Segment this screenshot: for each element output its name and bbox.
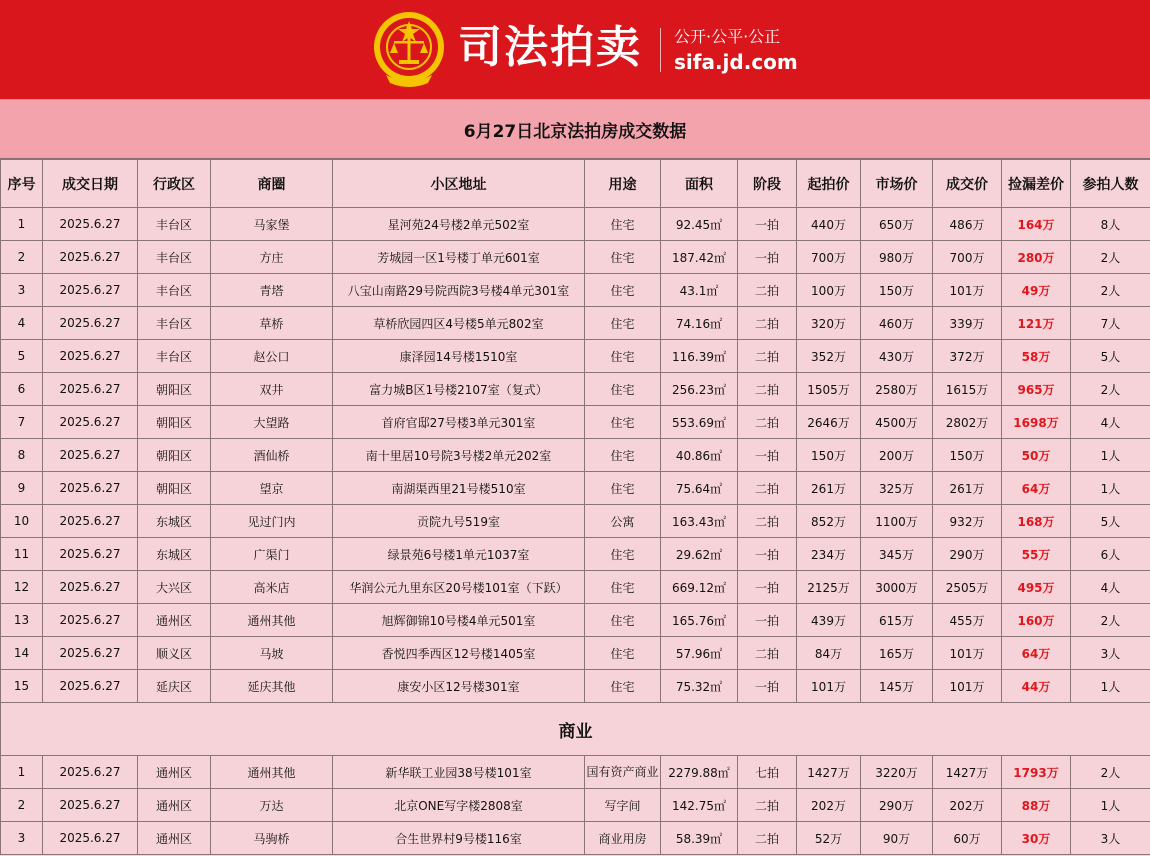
cell-address: 香悦四季西区12号楼1405室 — [333, 637, 585, 670]
cell-size: 75.32㎡ — [661, 670, 738, 703]
cell-market-price: 430万 — [861, 340, 933, 373]
cell-start-price: 202万 — [797, 789, 861, 822]
table-row — [1, 670, 1150, 703]
cell-area: 酒仙桥 — [211, 439, 333, 472]
cell-address: 北京ONE写字楼2808室 — [333, 789, 585, 822]
cell-size: 669.12㎡ — [661, 571, 738, 604]
cell-stage: 一拍 — [738, 670, 797, 703]
cell-stage: 二拍 — [738, 637, 797, 670]
cell-index: 7 — [1, 406, 43, 439]
cell-start-price: 100万 — [797, 274, 861, 307]
cell-date: 2025.6.27 — [43, 472, 138, 505]
site-domain-link[interactable]: sifa.jd.com — [674, 50, 798, 74]
cell-date: 2025.6.27 — [43, 307, 138, 340]
header-divider — [660, 28, 661, 72]
cell-bidders: 1人 — [1071, 472, 1150, 505]
cell-address: 南十里居10号院3号楼2单元202室 — [333, 439, 585, 472]
column-header-district: 行政区 — [138, 160, 211, 208]
cell-area: 方庄 — [211, 241, 333, 274]
cell-start-price: 1505万 — [797, 373, 861, 406]
cell-area: 通州其他 — [211, 604, 333, 637]
cell-start-price: 2646万 — [797, 406, 861, 439]
table-row — [1, 756, 1150, 789]
cell-usage: 住宅 — [585, 274, 661, 307]
cell-start-price: 352万 — [797, 340, 861, 373]
cell-start-price: 52万 — [797, 822, 861, 855]
cell-address: 南湖渠西里21号楼510室 — [333, 472, 585, 505]
table-row — [1, 208, 1150, 241]
cell-district: 通州区 — [138, 822, 211, 855]
cell-size: 256.23㎡ — [661, 373, 738, 406]
cell-size: 142.75㎡ — [661, 789, 738, 822]
cell-stage: 二拍 — [738, 505, 797, 538]
cell-index: 8 — [1, 439, 43, 472]
cell-bidders: 2人 — [1071, 373, 1150, 406]
cell-district: 东城区 — [138, 538, 211, 571]
cell-district: 通州区 — [138, 789, 211, 822]
table-row — [1, 604, 1150, 637]
brand-title: 司法拍卖 — [458, 22, 642, 73]
cell-date: 2025.6.27 — [43, 274, 138, 307]
cell-area: 高米店 — [211, 571, 333, 604]
cell-address: 八宝山南路29号院西院3号楼4单元301室 — [333, 274, 585, 307]
cell-start-price: 261万 — [797, 472, 861, 505]
cell-index: 11 — [1, 538, 43, 571]
cell-index: 14 — [1, 637, 43, 670]
cell-area: 大望路 — [211, 406, 333, 439]
column-header-start-price: 起拍价 — [797, 160, 861, 208]
cell-usage: 住宅 — [585, 307, 661, 340]
cell-discount: 64万 — [1002, 637, 1071, 670]
cell-deal-price: 486万 — [933, 208, 1002, 241]
cell-stage: 一拍 — [738, 604, 797, 637]
cell-stage: 二拍 — [738, 822, 797, 855]
cell-discount: 1698万 — [1002, 406, 1071, 439]
cell-market-price: 290万 — [861, 789, 933, 822]
column-header-discount: 捡漏差价 — [1002, 160, 1071, 208]
cell-address: 旭辉御锦10号楼4单元501室 — [333, 604, 585, 637]
cell-address: 绿景苑6号楼1单元1037室 — [333, 538, 585, 571]
cell-index: 10 — [1, 505, 43, 538]
cell-bidders: 2人 — [1071, 241, 1150, 274]
cell-usage: 住宅 — [585, 208, 661, 241]
cell-discount: 280万 — [1002, 241, 1071, 274]
cell-date: 2025.6.27 — [43, 505, 138, 538]
cell-discount: 965万 — [1002, 373, 1071, 406]
cell-discount: 58万 — [1002, 340, 1071, 373]
cell-usage: 住宅 — [585, 670, 661, 703]
cell-start-price: 439万 — [797, 604, 861, 637]
cell-area: 延庆其他 — [211, 670, 333, 703]
table-row — [1, 571, 1150, 604]
cell-market-price: 150万 — [861, 274, 933, 307]
cell-deal-price: 290万 — [933, 538, 1002, 571]
cell-deal-price: 202万 — [933, 789, 1002, 822]
cell-start-price: 440万 — [797, 208, 861, 241]
cell-start-price: 852万 — [797, 505, 861, 538]
cell-usage: 住宅 — [585, 472, 661, 505]
cell-bidders: 8人 — [1071, 208, 1150, 241]
cell-deal-price: 101万 — [933, 637, 1002, 670]
cell-start-price: 150万 — [797, 439, 861, 472]
cell-district: 通州区 — [138, 756, 211, 789]
cell-bidders: 4人 — [1071, 571, 1150, 604]
cell-district: 大兴区 — [138, 571, 211, 604]
cell-address: 康安小区12号楼301室 — [333, 670, 585, 703]
cell-discount: 121万 — [1002, 307, 1071, 340]
cell-market-price: 2580万 — [861, 373, 933, 406]
cell-size: 43.1㎡ — [661, 274, 738, 307]
cell-address: 芳城园一区1号楼丁单元601室 — [333, 241, 585, 274]
cell-address: 首府官邸27号楼3单元301室 — [333, 406, 585, 439]
cell-stage: 一拍 — [738, 241, 797, 274]
cell-deal-price: 60万 — [933, 822, 1002, 855]
column-header-address: 小区地址 — [333, 160, 585, 208]
cell-bidders: 1人 — [1071, 789, 1150, 822]
cell-start-price: 101万 — [797, 670, 861, 703]
cell-size: 40.86㎡ — [661, 439, 738, 472]
cell-size: 2279.88㎡ — [661, 756, 738, 789]
cell-market-price: 4500万 — [861, 406, 933, 439]
cell-usage: 写字间 — [585, 789, 661, 822]
table-row — [1, 307, 1150, 340]
cell-index: 4 — [1, 307, 43, 340]
column-header-deal-price: 成交价 — [933, 160, 1002, 208]
cell-usage: 住宅 — [585, 637, 661, 670]
cell-usage: 国有资产商业 — [585, 756, 661, 789]
court-emblem-icon — [372, 9, 446, 89]
cell-deal-price: 339万 — [933, 307, 1002, 340]
brand-slogan: 公开·公平·公正 — [674, 27, 781, 46]
cell-bidders: 2人 — [1071, 274, 1150, 307]
cell-index: 15 — [1, 670, 43, 703]
cell-market-price: 650万 — [861, 208, 933, 241]
table-row — [1, 340, 1150, 373]
cell-discount: 88万 — [1002, 789, 1071, 822]
table-row — [1, 241, 1150, 274]
column-header-usage: 用途 — [585, 160, 661, 208]
cell-district: 丰台区 — [138, 208, 211, 241]
column-header-size: 面积 — [661, 160, 738, 208]
cell-bidders: 3人 — [1071, 822, 1150, 855]
cell-index: 5 — [1, 340, 43, 373]
cell-deal-price: 150万 — [933, 439, 1002, 472]
cell-district: 通州区 — [138, 604, 211, 637]
column-header-stage: 阶段 — [738, 160, 797, 208]
cell-index: 9 — [1, 472, 43, 505]
cell-deal-price: 1427万 — [933, 756, 1002, 789]
cell-index: 3 — [1, 822, 43, 855]
cell-usage: 住宅 — [585, 538, 661, 571]
cell-market-price: 345万 — [861, 538, 933, 571]
cell-start-price: 2125万 — [797, 571, 861, 604]
cell-market-price: 165万 — [861, 637, 933, 670]
cell-usage: 商业用房 — [585, 822, 661, 855]
cell-discount: 164万 — [1002, 208, 1071, 241]
cell-area: 万达 — [211, 789, 333, 822]
cell-district: 丰台区 — [138, 241, 211, 274]
table-row — [1, 439, 1150, 472]
cell-usage: 住宅 — [585, 373, 661, 406]
column-header-index: 序号 — [1, 160, 43, 208]
cell-size: 29.62㎡ — [661, 538, 738, 571]
cell-index: 3 — [1, 274, 43, 307]
cell-bidders: 2人 — [1071, 756, 1150, 789]
cell-discount: 160万 — [1002, 604, 1071, 637]
page-title: 6月27日北京法拍房成交数据 — [0, 99, 1150, 159]
cell-date: 2025.6.27 — [43, 637, 138, 670]
cell-district: 丰台区 — [138, 307, 211, 340]
cell-date: 2025.6.27 — [43, 439, 138, 472]
table-row — [1, 637, 1150, 670]
column-header-bidders: 参拍人数 — [1071, 160, 1150, 208]
cell-usage: 公寓 — [585, 505, 661, 538]
cell-market-price: 3220万 — [861, 756, 933, 789]
cell-address: 合生世界村9号楼116室 — [333, 822, 585, 855]
cell-date: 2025.6.27 — [43, 373, 138, 406]
cell-size: 75.64㎡ — [661, 472, 738, 505]
cell-area: 马坡 — [211, 637, 333, 670]
cell-address: 贡院九号519室 — [333, 505, 585, 538]
cell-bidders: 5人 — [1071, 340, 1150, 373]
cell-size: 58.39㎡ — [661, 822, 738, 855]
cell-index: 12 — [1, 571, 43, 604]
column-header-date: 成交日期 — [43, 160, 138, 208]
cell-deal-price: 101万 — [933, 670, 1002, 703]
cell-usage: 住宅 — [585, 241, 661, 274]
cell-discount: 55万 — [1002, 538, 1071, 571]
cell-size: 553.69㎡ — [661, 406, 738, 439]
cell-area: 通州其他 — [211, 756, 333, 789]
cell-start-price: 700万 — [797, 241, 861, 274]
cell-bidders: 3人 — [1071, 637, 1150, 670]
cell-district: 东城区 — [138, 505, 211, 538]
cell-deal-price: 700万 — [933, 241, 1002, 274]
cell-date: 2025.6.27 — [43, 604, 138, 637]
cell-market-price: 325万 — [861, 472, 933, 505]
section-row-commercial — [1, 703, 1150, 756]
cell-date: 2025.6.27 — [43, 756, 138, 789]
cell-market-price: 90万 — [861, 822, 933, 855]
cell-area: 望京 — [211, 472, 333, 505]
cell-date: 2025.6.27 — [43, 670, 138, 703]
auction-table — [0, 159, 1150, 855]
cell-area: 广渠门 — [211, 538, 333, 571]
cell-stage: 二拍 — [738, 307, 797, 340]
cell-district: 顺义区 — [138, 637, 211, 670]
cell-discount: 50万 — [1002, 439, 1071, 472]
cell-date: 2025.6.27 — [43, 340, 138, 373]
cell-date: 2025.6.27 — [43, 241, 138, 274]
cell-size: 57.96㎡ — [661, 637, 738, 670]
cell-discount: 1793万 — [1002, 756, 1071, 789]
cell-market-price: 615万 — [861, 604, 933, 637]
cell-index: 2 — [1, 789, 43, 822]
cell-bidders: 1人 — [1071, 670, 1150, 703]
table-row — [1, 373, 1150, 406]
cell-area: 双井 — [211, 373, 333, 406]
cell-index: 13 — [1, 604, 43, 637]
section-title: 商业 — [1, 703, 1150, 756]
cell-bidders: 2人 — [1071, 604, 1150, 637]
cell-bidders: 7人 — [1071, 307, 1150, 340]
cell-stage: 二拍 — [738, 340, 797, 373]
cell-stage: 二拍 — [738, 373, 797, 406]
cell-start-price: 1427万 — [797, 756, 861, 789]
cell-market-price: 3000万 — [861, 571, 933, 604]
cell-usage: 住宅 — [585, 439, 661, 472]
cell-market-price: 200万 — [861, 439, 933, 472]
cell-start-price: 84万 — [797, 637, 861, 670]
cell-size: 163.43㎡ — [661, 505, 738, 538]
cell-address: 星河苑24号楼2单元502室 — [333, 208, 585, 241]
cell-bidders: 5人 — [1071, 505, 1150, 538]
cell-usage: 住宅 — [585, 406, 661, 439]
cell-address: 康泽园14号楼1510室 — [333, 340, 585, 373]
cell-stage: 二拍 — [738, 274, 797, 307]
cell-address: 草桥欣园四区4号楼5单元802室 — [333, 307, 585, 340]
cell-stage: 一拍 — [738, 571, 797, 604]
cell-area: 赵公口 — [211, 340, 333, 373]
cell-stage: 一拍 — [738, 538, 797, 571]
cell-usage: 住宅 — [585, 571, 661, 604]
cell-date: 2025.6.27 — [43, 571, 138, 604]
cell-discount: 44万 — [1002, 670, 1071, 703]
cell-date: 2025.6.27 — [43, 789, 138, 822]
cell-index: 1 — [1, 756, 43, 789]
table-row — [1, 406, 1150, 439]
cell-deal-price: 1615万 — [933, 373, 1002, 406]
cell-stage: 七拍 — [738, 756, 797, 789]
cell-size: 74.16㎡ — [661, 307, 738, 340]
cell-stage: 二拍 — [738, 789, 797, 822]
cell-date: 2025.6.27 — [43, 406, 138, 439]
cell-area: 见过门内 — [211, 505, 333, 538]
cell-start-price: 320万 — [797, 307, 861, 340]
cell-area: 马家堡 — [211, 208, 333, 241]
cell-discount: 168万 — [1002, 505, 1071, 538]
cell-discount: 30万 — [1002, 822, 1071, 855]
cell-deal-price: 372万 — [933, 340, 1002, 373]
cell-size: 92.45㎡ — [661, 208, 738, 241]
cell-discount: 64万 — [1002, 472, 1071, 505]
cell-address: 新华联工业园38号楼101室 — [333, 756, 585, 789]
cell-size: 116.39㎡ — [661, 340, 738, 373]
cell-deal-price: 2505万 — [933, 571, 1002, 604]
cell-index: 1 — [1, 208, 43, 241]
cell-bidders: 6人 — [1071, 538, 1150, 571]
cell-stage: 一拍 — [738, 439, 797, 472]
cell-district: 朝阳区 — [138, 406, 211, 439]
cell-size: 165.76㎡ — [661, 604, 738, 637]
cell-market-price: 980万 — [861, 241, 933, 274]
cell-deal-price: 101万 — [933, 274, 1002, 307]
table-row — [1, 538, 1150, 571]
cell-address: 华润公元九里东区20号楼101室（下跃） — [333, 571, 585, 604]
cell-area: 马驹桥 — [211, 822, 333, 855]
cell-district: 朝阳区 — [138, 472, 211, 505]
table-row — [1, 472, 1150, 505]
cell-area: 草桥 — [211, 307, 333, 340]
cell-address: 富力城B区1号楼2107室（复式） — [333, 373, 585, 406]
cell-stage: 二拍 — [738, 406, 797, 439]
table-row — [1, 789, 1150, 822]
cell-discount: 49万 — [1002, 274, 1071, 307]
table-header-row — [1, 160, 1150, 208]
column-header-area: 商圈 — [211, 160, 333, 208]
cell-deal-price: 2802万 — [933, 406, 1002, 439]
table-row — [1, 505, 1150, 538]
column-header-market-price: 市场价 — [861, 160, 933, 208]
cell-district: 朝阳区 — [138, 373, 211, 406]
cell-bidders: 1人 — [1071, 439, 1150, 472]
cell-discount: 495万 — [1002, 571, 1071, 604]
cell-market-price: 145万 — [861, 670, 933, 703]
table-row — [1, 274, 1150, 307]
cell-usage: 住宅 — [585, 604, 661, 637]
cell-market-price: 1100万 — [861, 505, 933, 538]
cell-district: 延庆区 — [138, 670, 211, 703]
cell-deal-price: 455万 — [933, 604, 1002, 637]
cell-date: 2025.6.27 — [43, 822, 138, 855]
cell-deal-price: 261万 — [933, 472, 1002, 505]
site-header — [0, 0, 1150, 99]
cell-area: 青塔 — [211, 274, 333, 307]
cell-bidders: 4人 — [1071, 406, 1150, 439]
cell-index: 2 — [1, 241, 43, 274]
cell-date: 2025.6.27 — [43, 538, 138, 571]
cell-size: 187.42㎡ — [661, 241, 738, 274]
cell-district: 丰台区 — [138, 340, 211, 373]
cell-start-price: 234万 — [797, 538, 861, 571]
cell-district: 朝阳区 — [138, 439, 211, 472]
cell-market-price: 460万 — [861, 307, 933, 340]
table-row — [1, 822, 1150, 855]
cell-district: 丰台区 — [138, 274, 211, 307]
cell-stage: 一拍 — [738, 208, 797, 241]
cell-date: 2025.6.27 — [43, 208, 138, 241]
cell-deal-price: 932万 — [933, 505, 1002, 538]
cell-usage: 住宅 — [585, 340, 661, 373]
cell-index: 6 — [1, 373, 43, 406]
cell-stage: 二拍 — [738, 472, 797, 505]
